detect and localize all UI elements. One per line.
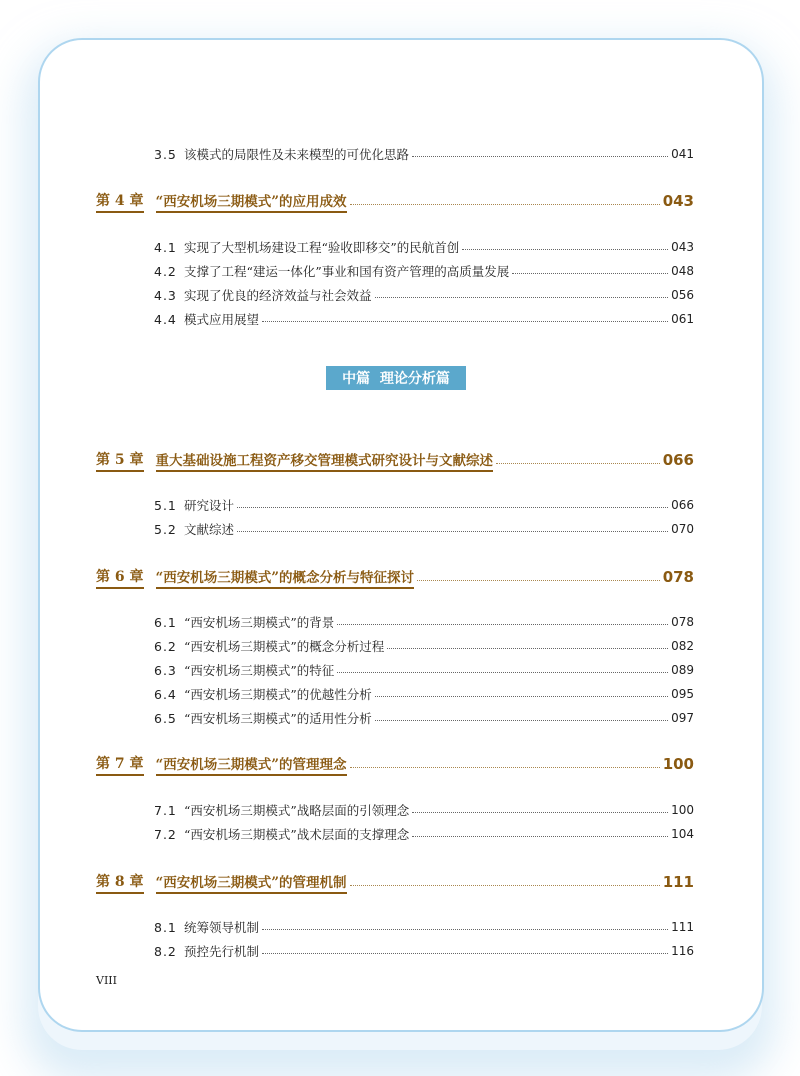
chapter-title: “西安机场三期模式”的管理机制 (156, 871, 347, 894)
dot-leader (387, 648, 668, 649)
toc-entry-6-2[interactable] (154, 637, 694, 655)
page-number: 070 (671, 522, 694, 536)
dot-leader (350, 204, 660, 205)
dot-leader (262, 321, 668, 322)
section-number: 4.2 (154, 263, 177, 279)
page-number: 100 (671, 803, 694, 817)
toc-entry-3-5[interactable] (154, 145, 694, 163)
chapter-label: 第 6 章 (96, 566, 144, 589)
page-number: 066 (671, 498, 694, 512)
dot-leader (496, 463, 660, 464)
dot-leader (262, 953, 668, 954)
toc-chapter-5[interactable] (96, 448, 694, 472)
dot-leader (412, 156, 668, 157)
toc-chapter-4[interactable] (96, 189, 694, 213)
section-number: 7.1 (154, 802, 177, 818)
section-title: 实现了优良的经济效益与社会效益 (184, 288, 372, 303)
section-title: “西安机场三期模式”战术层面的支撑理念 (184, 827, 410, 842)
toc-entry-5-1[interactable] (154, 496, 694, 514)
section-number: 4.4 (154, 311, 177, 327)
page-number: 078 (662, 568, 694, 586)
section-title: 研究设计 (184, 498, 235, 513)
page-number: 089 (671, 663, 694, 677)
toc-entry-6-4[interactable] (154, 685, 694, 703)
page-number: 078 (671, 615, 694, 629)
page-number: 061 (671, 312, 694, 326)
page-number: 041 (671, 147, 694, 161)
section-title: “西安机场三期模式”的适用性分析 (184, 711, 372, 726)
section-number: 4.1 (154, 239, 177, 255)
page-number: 082 (671, 639, 694, 653)
section-number: 8.2 (154, 943, 177, 959)
page-number: 097 (671, 711, 694, 725)
toc-chapter-6[interactable] (96, 565, 694, 589)
chapter-label: 第 5 章 (96, 449, 144, 472)
section-number: 7.2 (154, 826, 177, 842)
page-number: 116 (671, 944, 694, 958)
section-title: “西安机场三期模式”的优越性分析 (184, 687, 372, 702)
section-title: 文献综述 (184, 522, 235, 537)
section-title: “西安机场三期模式”的背景 (184, 615, 335, 630)
toc-entry-6-1[interactable] (154, 613, 694, 631)
page-number: 104 (671, 827, 694, 841)
section-number: 6.3 (154, 662, 177, 678)
part-heading: 中篇 理论分析篇 (326, 366, 466, 390)
page-number: 043 (662, 192, 694, 210)
chapter-title: “西安机场三期模式”的概念分析与特征探讨 (156, 566, 415, 589)
section-number: 4.3 (154, 287, 177, 303)
page-number: 111 (671, 920, 694, 934)
toc-entry-6-3[interactable] (154, 661, 694, 679)
dot-leader (512, 273, 668, 274)
page-number: 100 (662, 755, 694, 773)
toc-entry-4-1[interactable] (154, 238, 694, 256)
toc-chapter-8[interactable] (96, 870, 694, 894)
section-number: 6.5 (154, 710, 177, 726)
page-number: 048 (671, 264, 694, 278)
page-number: 056 (671, 288, 694, 302)
toc-entry-4-4[interactable] (154, 310, 694, 328)
section-title: 统筹领导机制 (184, 920, 260, 935)
section-title: “西安机场三期模式”的概念分析过程 (184, 639, 385, 654)
section-number: 6.2 (154, 638, 177, 654)
section-number: 6.4 (154, 686, 177, 702)
dot-leader (417, 580, 660, 581)
section-title: 实现了大型机场建设工程“验收即移交”的民航首创 (184, 240, 460, 255)
dot-leader (237, 507, 668, 508)
chapter-label: 第 8 章 (96, 871, 144, 894)
toc-entry-4-3[interactable] (154, 286, 694, 304)
dot-leader (337, 624, 668, 625)
chapter-label: 第 4 章 (96, 190, 144, 213)
toc-entry-7-1[interactable] (154, 801, 694, 819)
dot-leader (462, 249, 668, 250)
page-number: 066 (662, 451, 694, 469)
section-title: “西安机场三期模式”的特征 (184, 663, 335, 678)
section-number: 5.2 (154, 521, 177, 537)
dot-leader (412, 836, 668, 837)
chapter-title: “西安机场三期模式”的应用成效 (156, 190, 347, 213)
section-title: 该模式的局限性及未来模型的可优化思路 (184, 147, 410, 162)
section-title: 预控先行机制 (184, 944, 260, 959)
dot-leader (375, 720, 668, 721)
toc-entry-7-2[interactable] (154, 825, 694, 843)
dot-leader (412, 812, 668, 813)
section-number: 8.1 (154, 919, 177, 935)
dot-leader (375, 297, 669, 298)
page-number: 095 (671, 687, 694, 701)
section-number: 6.1 (154, 614, 177, 630)
section-title: 支撑了工程“建运一体化”事业和国有资产管理的高质量发展 (184, 264, 510, 279)
toc-entry-8-1[interactable] (154, 918, 694, 936)
dot-leader (337, 672, 668, 673)
toc-entry-5-2[interactable] (154, 520, 694, 538)
dot-leader (262, 929, 668, 930)
page-number: 043 (671, 240, 694, 254)
section-number: 3.5 (154, 146, 177, 162)
dot-leader (375, 696, 668, 697)
section-number: 5.1 (154, 497, 177, 513)
page-folio: VIII (96, 974, 117, 987)
section-title: 模式应用展望 (184, 312, 260, 327)
chapter-label: 第 7 章 (96, 753, 144, 776)
toc-chapter-7[interactable] (96, 752, 694, 776)
dot-leader (237, 531, 668, 532)
dot-leader (350, 767, 660, 768)
page-number: 111 (662, 873, 694, 891)
section-title: “西安机场三期模式”战略层面的引领理念 (184, 803, 410, 818)
toc-entry-8-2[interactable] (154, 942, 694, 960)
dot-leader (350, 885, 660, 886)
toc-entry-6-5[interactable] (154, 709, 694, 727)
toc-entry-4-2[interactable] (154, 262, 694, 280)
chapter-title: 重大基础设施工程资产移交管理模式研究设计与文献综述 (156, 449, 494, 472)
chapter-title: “西安机场三期模式”的管理理念 (156, 753, 347, 776)
